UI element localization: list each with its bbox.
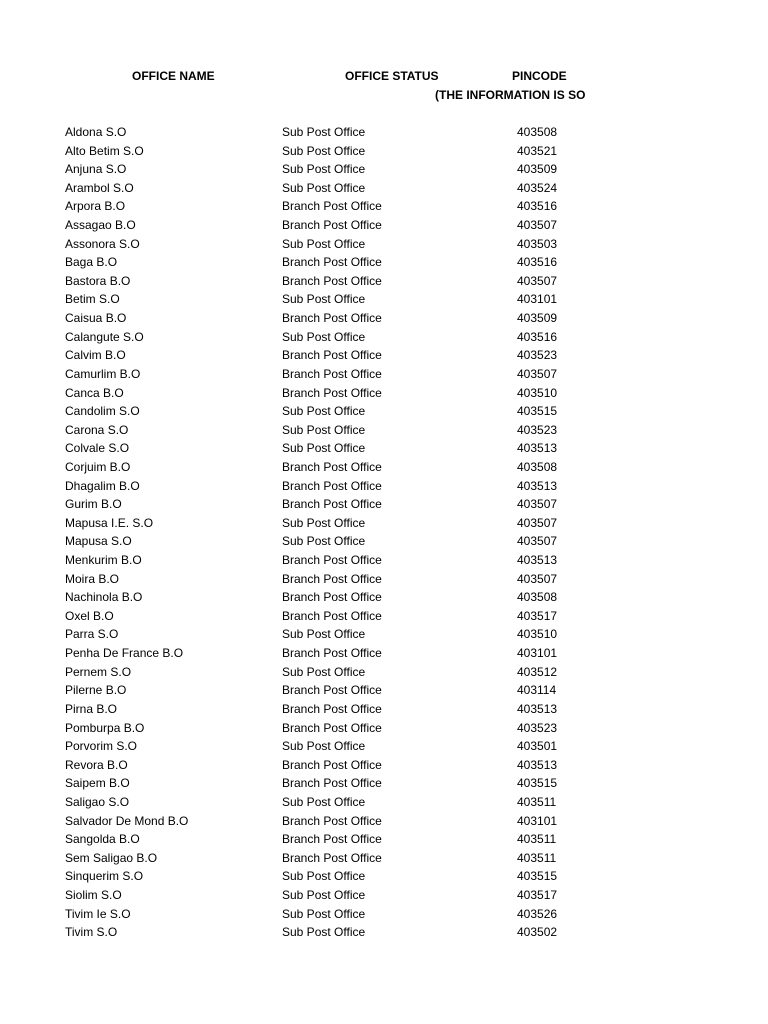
office-name-cell: Baga B.O: [65, 255, 118, 270]
office-status-cell: Sub Post Office: [282, 906, 366, 921]
office-name-cell: Mapusa S.O: [65, 534, 132, 549]
table-row: [0, 551, 768, 570]
office-status-cell: Branch Post Office: [282, 218, 382, 233]
table-row: [0, 756, 768, 775]
table-row: [0, 272, 768, 291]
pincode-cell: 403101: [517, 813, 558, 828]
office-status-cell: Branch Post Office: [282, 478, 382, 493]
pincode-cell: 403513: [517, 441, 558, 456]
pincode-cell: 403515: [517, 404, 558, 419]
office-status-cell: Branch Post Office: [282, 311, 382, 326]
pincode-cell: 403503: [517, 236, 558, 251]
table-row: [0, 365, 768, 384]
office-table: [0, 123, 768, 942]
pincode-cell: 403101: [517, 292, 558, 307]
table-row: [0, 458, 768, 477]
office-name-cell: Calvim B.O: [65, 348, 126, 363]
pincode-cell: 403523: [517, 348, 558, 363]
pincode-cell: 403101: [517, 646, 558, 661]
office-status-cell: Branch Post Office: [282, 608, 382, 623]
pincode-cell: 403515: [517, 869, 558, 884]
office-status-cell: Branch Post Office: [282, 701, 382, 716]
table-row: [0, 197, 768, 216]
office-name-cell: Gurim B.O: [65, 497, 122, 512]
pincode-cell: 403114: [517, 683, 557, 698]
pincode-cell: 403507: [517, 571, 558, 586]
office-status-cell: Sub Post Office: [282, 404, 366, 419]
table-row: [0, 179, 768, 198]
pincode-cell: 403507: [517, 273, 558, 288]
office-name-cell: Dhagalim B.O: [65, 478, 140, 493]
table-row: [0, 346, 768, 365]
office-status-cell: Branch Post Office: [282, 497, 382, 512]
table-row: [0, 886, 768, 905]
table-row: [0, 216, 768, 235]
office-name-cell: Pomburpa B.O: [65, 720, 145, 735]
table-row: [0, 625, 768, 644]
office-status-cell: Sub Post Office: [282, 794, 366, 809]
table-row: [0, 328, 768, 347]
office-name-cell: Tivim Ie S.O: [65, 906, 131, 921]
office-status-cell: Sub Post Office: [282, 887, 366, 902]
office-status-cell: Branch Post Office: [282, 590, 382, 605]
table-row: [0, 235, 768, 254]
office-name-cell: Saipem B.O: [65, 776, 130, 791]
office-name-cell: Porvorim S.O: [65, 739, 138, 754]
pincode-cell: 403502: [517, 925, 558, 940]
table-row: [0, 663, 768, 682]
office-status-cell: Branch Post Office: [282, 553, 382, 568]
pincode-cell: 403517: [517, 887, 558, 902]
office-name-cell: Arpora B.O: [65, 199, 126, 214]
office-name-cell: Bastora B.O: [65, 273, 131, 288]
office-name-cell: Saligao S.O: [65, 794, 130, 809]
office-name-cell: Assonora S.O: [65, 236, 140, 251]
office-status-cell: Branch Post Office: [282, 273, 382, 288]
table-row: [0, 700, 768, 719]
office-status-cell: Branch Post Office: [282, 366, 382, 381]
office-name-cell: Siolim S.O: [65, 887, 122, 902]
office-name-cell: Caisua B.O: [65, 311, 127, 326]
office-status-cell: Branch Post Office: [282, 646, 382, 661]
pincode-cell: 403526: [517, 906, 558, 921]
pincode-cell: 403523: [517, 422, 558, 437]
office-name-cell: Corjuim B.O: [65, 459, 131, 474]
pincode-cell: 403516: [517, 329, 558, 344]
pincode-cell: 403513: [517, 553, 558, 568]
pincode-cell: 403513: [517, 478, 558, 493]
office-status-cell: Branch Post Office: [282, 348, 382, 363]
office-name-cell: Pirna B.O: [65, 701, 118, 716]
header-pincode: PINCODE: [512, 69, 567, 83]
table-row: [0, 793, 768, 812]
office-status-cell: Branch Post Office: [282, 199, 382, 214]
office-status-cell: Sub Post Office: [282, 329, 366, 344]
office-name-cell: Calangute S.O: [65, 329, 144, 344]
pincode-cell: 403510: [517, 385, 558, 400]
office-name-cell: Canca B.O: [65, 385, 124, 400]
office-status-cell: Branch Post Office: [282, 813, 382, 828]
office-status-cell: Sub Post Office: [282, 869, 366, 884]
office-name-cell: Assagao B.O: [65, 218, 136, 233]
pincode-cell: 403507: [517, 515, 558, 530]
office-name-cell: Sem Saligao B.O: [65, 850, 158, 865]
table-row: [0, 253, 768, 272]
table-row: [0, 923, 768, 942]
pincode-cell: 403516: [517, 255, 558, 270]
pincode-cell: 403513: [517, 757, 558, 772]
pincode-cell: 403517: [517, 608, 558, 623]
office-name-cell: Alto Betim S.O: [65, 143, 144, 158]
office-status-cell: Sub Post Office: [282, 292, 366, 307]
office-name-cell: Revora B.O: [65, 757, 128, 772]
office-name-cell: Menkurim B.O: [65, 553, 142, 568]
table-row: [0, 830, 768, 849]
table-row: [0, 123, 768, 142]
office-name-cell: Carona S.O: [65, 422, 129, 437]
table-row: [0, 309, 768, 328]
table-row: [0, 812, 768, 831]
table-row: [0, 644, 768, 663]
table-row: [0, 160, 768, 179]
office-status-cell: Sub Post Office: [282, 143, 366, 158]
table-row: [0, 402, 768, 421]
pincode-cell: 403501: [517, 739, 558, 754]
pincode-cell: 403510: [517, 627, 558, 642]
office-name-cell: Penha De France B.O: [65, 646, 184, 661]
office-name-cell: Aldona S.O: [65, 125, 127, 139]
pincode-cell: 403524: [517, 180, 558, 195]
pincode-cell: 403512: [517, 664, 558, 679]
office-name-cell: Pernem S.O: [65, 664, 132, 679]
office-status-cell: Sub Post Office: [282, 925, 366, 940]
table-row: [0, 514, 768, 533]
office-name-cell: Pilerne B.O: [65, 683, 127, 698]
office-status-cell: Sub Post Office: [282, 515, 366, 530]
office-status-cell: Sub Post Office: [282, 739, 366, 754]
office-status-cell: Sub Post Office: [282, 627, 366, 642]
header-office-name: OFFICE NAME: [132, 69, 215, 83]
table-row: [0, 867, 768, 886]
office-status-cell: Branch Post Office: [282, 255, 382, 270]
office-status-cell: Branch Post Office: [282, 757, 382, 772]
table-row: [0, 737, 768, 756]
table-row: [0, 477, 768, 496]
office-status-cell: Sub Post Office: [282, 441, 366, 456]
pincode-cell: 403508: [517, 590, 558, 605]
office-name-cell: Parra S.O: [65, 627, 119, 642]
pincode-cell: 403507: [517, 534, 558, 549]
table-row: [0, 495, 768, 514]
office-status-cell: Sub Post Office: [282, 664, 366, 679]
office-name-cell: Moira B.O: [65, 571, 120, 586]
office-status-cell: Sub Post Office: [282, 125, 366, 139]
table-row: [0, 719, 768, 738]
header-note: (THE INFORMATION IS SO: [435, 88, 586, 102]
table-row: [0, 290, 768, 309]
pincode-cell: 403515: [517, 776, 558, 791]
office-status-cell: Sub Post Office: [282, 180, 366, 195]
pincode-cell: 403507: [517, 497, 558, 512]
office-name-cell: Candolim S.O: [65, 404, 140, 419]
table-row: [0, 607, 768, 626]
table-row: [0, 532, 768, 551]
table-row: [0, 588, 768, 607]
pincode-cell: 403508: [517, 459, 558, 474]
pincode-cell: 403511: [517, 850, 557, 865]
office-name-cell: Camurlim B.O: [65, 366, 141, 381]
office-name-cell: Tivim S.O: [65, 925, 118, 940]
office-name-cell: Salvador De Mond B.O: [65, 813, 189, 828]
office-status-cell: Branch Post Office: [282, 385, 382, 400]
header-office-status: OFFICE STATUS: [345, 69, 439, 83]
office-status-cell: Branch Post Office: [282, 683, 382, 698]
office-status-cell: Sub Post Office: [282, 236, 366, 251]
table-row: [0, 849, 768, 868]
office-status-cell: Branch Post Office: [282, 571, 382, 586]
table-row: [0, 142, 768, 161]
office-name-cell: Nachinola B.O: [65, 590, 143, 605]
office-status-cell: Branch Post Office: [282, 459, 382, 474]
table-row: [0, 681, 768, 700]
office-name-cell: Betim S.O: [65, 292, 120, 307]
office-status-cell: Sub Post Office: [282, 534, 366, 549]
office-name-cell: Sangolda B.O: [65, 832, 140, 847]
table-row: [0, 384, 768, 403]
office-status-cell: Branch Post Office: [282, 720, 382, 735]
office-name-cell: Arambol S.O: [65, 180, 134, 195]
office-status-cell: Branch Post Office: [282, 832, 382, 847]
office-status-cell: Branch Post Office: [282, 776, 382, 791]
office-name-cell: Sinquerim S.O: [65, 869, 144, 884]
pincode-cell: 403521: [517, 143, 558, 158]
table-row: [0, 905, 768, 924]
pincode-cell: 403508: [517, 125, 558, 139]
table-row: [0, 774, 768, 793]
office-name-cell: Oxel B.O: [65, 608, 114, 623]
office-status-cell: Sub Post Office: [282, 162, 366, 177]
pincode-cell: 403511: [517, 794, 557, 809]
pincode-cell: 403507: [517, 218, 558, 233]
table-row: [0, 421, 768, 440]
pincode-cell: 403507: [517, 366, 558, 381]
pincode-cell: 403523: [517, 720, 558, 735]
pincode-cell: 403511: [517, 832, 557, 847]
table-row: [0, 570, 768, 589]
pincode-cell: 403509: [517, 311, 558, 326]
pincode-cell: 403513: [517, 701, 558, 716]
office-name-cell: Anjuna S.O: [65, 162, 127, 177]
pincode-cell: 403516: [517, 199, 558, 214]
table-row: [0, 439, 768, 458]
pincode-cell: 403509: [517, 162, 558, 177]
office-status-cell: Sub Post Office: [282, 422, 366, 437]
office-name-cell: Mapusa I.E. S.O: [65, 515, 154, 530]
office-status-cell: Branch Post Office: [282, 850, 382, 865]
office-name-cell: Colvale S.O: [65, 441, 130, 456]
